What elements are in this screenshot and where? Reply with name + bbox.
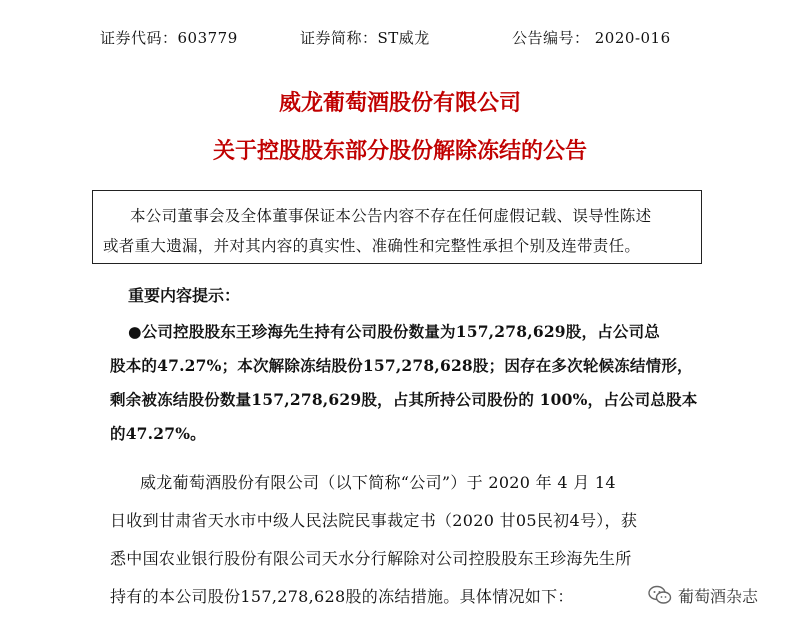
body-line-4: 持有的本公司股份157,278,628股的冻结措施。具体情况如下： <box>110 587 574 606</box>
company-title: 威龙葡萄酒股份有限公司 <box>278 91 521 116</box>
key-point-line-3: 剩余被冻结股份数量157,278,629股，占其所持公司股份的 100%，占公司总股本 <box>110 390 698 409</box>
watermark <box>648 582 758 608</box>
disclaimer-line-2: 或者重大遗漏，并对其内容的真实性、准确性和完整性承担个别及连带责任。 <box>103 237 641 255</box>
disclaimer-line-1: 本公司董事会及全体董事保证本公告内容不存在任何虚假记载、误导性陈述 <box>130 207 652 225</box>
key-point-line-1: ●公司控股股东王珍海先生持有公司股份数量为157,278,629股，占公司总 <box>128 322 660 341</box>
watermark-text: 葡萄酒杂志 <box>678 586 759 606</box>
stock-code: 证券代码：603779 <box>100 29 238 47</box>
wechat-icon <box>648 584 672 606</box>
key-points-heading: 重要内容提示： <box>128 286 241 305</box>
body-line-1: 威龙葡萄酒股份有限公司（以下简称“公司”）于 2020 年 4 月 14 <box>140 473 616 492</box>
body-line-3: 悉中国农业银行股份有限公司天水分行解除对公司控股股东王珍海先生所 <box>110 549 632 568</box>
key-point-line-2: 股本的47.27%；本次解除冻结股份157,278,628股；因存在多次轮候冻结情形， <box>110 356 693 375</box>
stock-abbreviation: 证券简称：ST威龙 <box>300 29 430 47</box>
notice-number: 公告编号： 2020-016 <box>512 29 671 47</box>
body-line-2: 日收到甘肃省天水市中级人民法院民事裁定书（2020 甘05民初4号），获 <box>110 511 638 530</box>
announcement-title: 关于控股股东部分股份解除冻结的公告 <box>212 139 587 164</box>
key-point-line-4: 的47.27%。 <box>110 424 206 443</box>
disclaimer-box <box>92 190 702 264</box>
